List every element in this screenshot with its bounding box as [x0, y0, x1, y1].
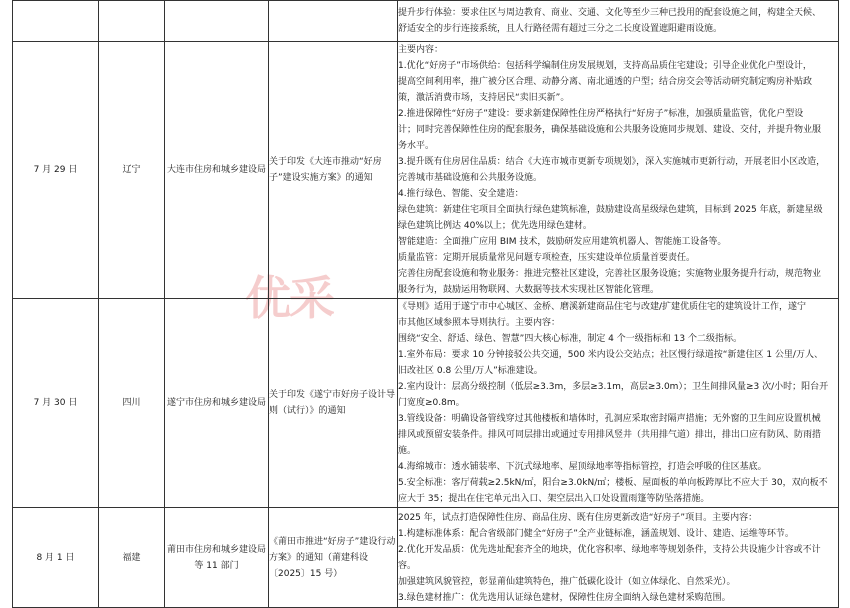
- content-line: 绿色建筑：新建住宅项目全面执行绿色建筑标准，鼓励建设高星级绿色建筑，目标到 2025 年底，新建星级: [398, 205, 823, 215]
- content-line: 3.管线设备：明确设备管线穿过其他楼板和墙体时，孔洞应采取密封隔声措施；无外窗的卫生间应设置机械: [398, 414, 821, 424]
- table-row: [13, 1, 839, 42]
- document-title-cell: 关于印发《遂宁市好房子设计导则（试行）》的通知: [269, 299, 398, 508]
- content-line: 服务行为，鼓励运用物联网、大数据等技术实现社区智能化管理。: [398, 285, 660, 295]
- content-line: 2025 年，试点打造保障性住房、商品住房、既有住房更新改造“好房子”项目。主要内容：: [398, 512, 758, 523]
- department-cell: [165, 1, 269, 42]
- content-cell: [398, 508, 839, 608]
- content-line: 4.推行绿色、智能、安全建造：: [398, 189, 524, 199]
- content-line: 旧改社区 0.8 公里/万人”标准建设。: [398, 366, 543, 376]
- content-line: 主要内容：: [398, 45, 444, 55]
- content-line: 《导则》适用于遂宁市中心城区、金桥、磨溪新建商品住宅与改建/扩建优质住宅的建筑设计工作，遂宁: [398, 302, 807, 312]
- province-cell: 福建: [99, 508, 165, 608]
- document-title-cell: 《莆田市推进“好房子”建设行动方案》的通知（莆建科设〔2025〕15 号）: [269, 508, 398, 608]
- content-line: 5.安全标准：客厅荷载≥2.5kN/㎡，阳台≥3.0kN/㎡；楼板、屋面板的单向板跨厚比不应大于 30，双向板不: [398, 478, 828, 488]
- content-line: 提升步行体验：要求住区与周边教育、商业、交通、文化等至少三种已投用的配套设施之间，构建全天候、: [398, 8, 822, 18]
- date-cell: 7 月 29 日: [13, 42, 99, 299]
- table-row: [13, 42, 839, 299]
- date-cell: 7 月 30 日: [13, 299, 99, 508]
- content-line: 1.构建标准体系：配合省级部门健全“好房子”全产业链标准，涵盖规划、设计、建造、运维等环节。: [398, 528, 794, 539]
- content-cell: [398, 299, 839, 508]
- content-line: 门宽度≥0.8m。: [398, 398, 465, 408]
- province-cell: 辽宁: [99, 42, 165, 299]
- content-line: 提高空间利用率，推广被分区合理、动静分离、南北通透的户型；结合房交会等活动研究制定购房补贴政: [398, 77, 813, 87]
- content-line: 4.海绵城市：透水铺装率、下沉式绿地率、屋顶绿地率等指标管控，打造会呼吸的住区基底。: [398, 462, 767, 472]
- table-row: [13, 299, 839, 508]
- content-line: 加强建筑风貌管控，彰显莆仙建筑特色，推广低碳化设计（如立体绿化、自然采光）。: [398, 576, 736, 587]
- content-line: 质量监管：定期开展质量常见问题专项检查，压实建设单位质量首要责任。: [398, 253, 696, 263]
- province-cell: [99, 1, 165, 42]
- policy-table: [12, 0, 839, 608]
- date-cell: [13, 1, 99, 42]
- content-line: 计；同时完善保障性住房的配套服务，确保基础设施和公共服务设施同步规划、建设、交付，并提升物业服: [398, 125, 822, 135]
- table-row: [13, 508, 839, 608]
- content-line: 施。: [398, 446, 417, 456]
- content-line: 1.室外布局：要求 10 分钟接驳公共交通，500 米内设公交站点；社区慢行绿道按“新建住区 1 公里/万人、: [398, 350, 823, 360]
- content-line: 策，激活消费市场，支持居民“卖旧买新”。: [398, 93, 570, 103]
- content-line: 3.提升既有住房居住品质：结合《大连市城市更新专项规划》，深入实施城市更新行动，开展老旧小区改造，: [398, 157, 826, 167]
- content-line: 1.优化“好房子”市场供给：包括科学编制住房发展规划，支持高品质住宅建设；引导企业优化户型设计，: [398, 61, 812, 71]
- content-line: 2.推进保障性“好房子”建设：要求新建保障性住房严格执行“好房子”标准，加强质量监管，优化户型设: [398, 109, 804, 119]
- content-line: 完善住房配套设施和物业服务：推进完整社区建设，完善社区服务设施；实施物业服务提升行动，规范物业: [398, 269, 822, 279]
- content-cell: [398, 42, 839, 299]
- content-line: 2.优化开发品质：优先选址配套齐全的地块，优化容积率、绿地率等规划条件，支持公共设施少计容或不计: [398, 544, 821, 555]
- date-cell: 8 月 1 日: [13, 508, 99, 608]
- content-line: 2.室内设计：层高分级控制（低层≥3.3m，多层≥3.1m，高层≥3.0m）；卫生间排风量≥3 次/小时；阳台开: [398, 382, 829, 392]
- content-cell: [398, 1, 839, 42]
- content-line: 舒适安全的步行连接系统，且人行路径需有超过三分之二长度设置遮阳避雨设施。: [398, 24, 723, 34]
- content-line: 绿色建筑比例达 40%以上；优先选用绿色建材。: [398, 221, 592, 231]
- watermark-logo: 优采: [245, 271, 333, 325]
- content-line: 务水平。: [398, 141, 435, 151]
- content-line: 智能建造：全面推广应用 BIM 技术，鼓励研发应用建筑机器人、智能施工设备等。: [398, 237, 727, 247]
- province-cell: 四川: [99, 299, 165, 508]
- department-cell: 大连市住房和城乡建设局: [165, 42, 269, 299]
- department-cell: 莆田市住房和城乡建设局等 11 部门: [165, 508, 269, 608]
- content-line: 3.绿色建材推广：优先选用认证绿色建材，保障性住房全面纳入绿色建材采购范围。: [398, 592, 731, 603]
- content-line: 排风或预留安装条件。排风可同层排出或通过专用排风竖井（共用排气道）排出，排出口应有防风、防雨措: [398, 430, 822, 440]
- content-line: 市其他区域参照本导则执行。主要内容：: [398, 318, 561, 328]
- content-line: 容。: [398, 560, 417, 571]
- content-line: 完善城市基础设施和公共服务设施。: [398, 173, 543, 183]
- content-line: 围绕“安全、舒适、绿色、智慧”四大核心标准，制定 4 个一级指标和 13 个二级指标。: [398, 334, 742, 344]
- document-title-cell: 关于印发《大连市推动“好房子”建设实施方案》的通知: [269, 42, 398, 299]
- content-line: 应大于 35；提出在住宅单元出入口、架空层出入口处设置雨篷等防坠落措施。: [398, 494, 710, 504]
- department-cell: 遂宁市住房和城乡建设局: [165, 299, 269, 508]
- document-title-cell: [269, 1, 398, 42]
